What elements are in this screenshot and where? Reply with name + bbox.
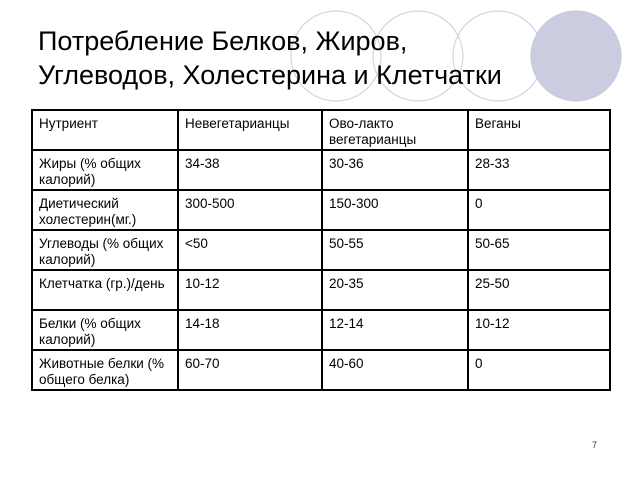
row-label: Клетчатка (гр.)/день: [32, 270, 178, 310]
slide-title-line-1: Потребление Белков, Жиров,: [38, 26, 408, 56]
table-cell: 12-14: [322, 310, 468, 350]
table-cell: 10-12: [178, 270, 322, 310]
table-cell: 30-36: [322, 150, 468, 190]
table-cell: 25-50: [468, 270, 610, 310]
slide-title: [38, 24, 618, 92]
table-cell: 60-70: [178, 350, 322, 390]
table-row: [32, 270, 610, 310]
slide-title-line-2: Углеводов, Холестерина и Клетчатки: [38, 60, 502, 90]
row-label: Жиры (% общих калорий): [32, 150, 178, 190]
table-row: [32, 310, 610, 350]
row-label: Углеводы (% общих калорий): [32, 230, 178, 270]
table-cell: 10-12: [468, 310, 610, 350]
nutrient-table: [31, 109, 611, 391]
table-cell: 50-65: [468, 230, 610, 270]
row-label: Диетический холестерин(мг.): [32, 190, 178, 230]
table-cell: 14-18: [178, 310, 322, 350]
table-row: [32, 350, 610, 390]
table-cell: 28-33: [468, 150, 610, 190]
table-row: [32, 150, 610, 190]
row-label: Животные белки (% общего белка): [32, 350, 178, 390]
table-cell: 0: [468, 350, 610, 390]
row-label: Белки (% общих калорий): [32, 310, 178, 350]
table-cell: 150-300: [322, 190, 468, 230]
header-cell-vegans: Веганы: [468, 110, 610, 150]
table-cell: 34-38: [178, 150, 322, 190]
header-cell-non-vegetarians: Невегетарианцы: [178, 110, 322, 150]
table-cell: 20-35: [322, 270, 468, 310]
header-cell-ovo-lacto: Ово-лакто вегетарианцы: [322, 110, 468, 150]
table-header-row: [32, 110, 610, 150]
table-cell: 40-60: [322, 350, 468, 390]
page-number: 7: [592, 440, 598, 450]
table-cell: 300-500: [178, 190, 322, 230]
table-cell: <50: [178, 230, 322, 270]
table-cell: 50-55: [322, 230, 468, 270]
header-cell-nutrient: Нутриент: [32, 110, 178, 150]
table-cell: 0: [468, 190, 610, 230]
table-row: [32, 190, 610, 230]
table-row: [32, 230, 610, 270]
